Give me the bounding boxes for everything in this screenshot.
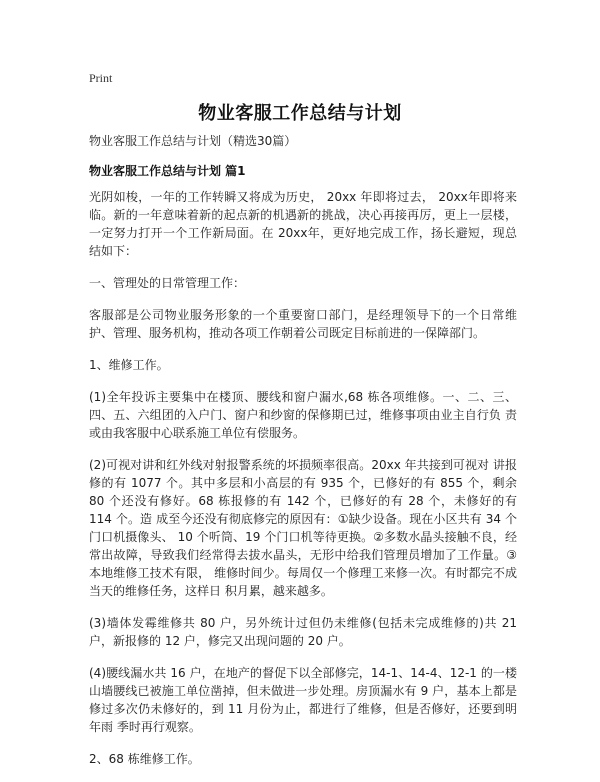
heading-maintenance: 1、维修工作。 <box>89 358 169 372</box>
section-heading: 物业客服工作总结与计划 篇1 <box>89 164 246 178</box>
paragraph-intro: 光阴如梭，一年的工作转瞬又将成为历史， 20xx 年即将过去， 20xx年即将来临。新的一年意味着新的起点新的机遇新的挑战，决心再接再厉，更上一层楼，一定努力打开一个工作新局面。在 20xx年，更好地完成工作，扬长避短，现总结如下： <box>89 190 517 258</box>
paragraph-intercom: (2)可视对讲和红外线对射报警系统的坏损频率很高。20xx 年共接到可视对 讲报修的有 1077 个。其中多层和小高层的有 935 个，已修好的有 855 个，剩余 80 个还没有修好。68 栋报修的有 142 个，已修好的有 28 个，未修好的有 114 个。造 成至今还没有彻底修完的原因有：①缺少设备。现在小区共有 34 个门口机摄像头、 10 个听筒、19 个门口机等待更换。②多数水晶头接触不良，经常出故障，导致我们经常得去拔水晶头，无形中给我们管理员增加了工作量。③本地维修工技术有限， 维修时间少。每周仅一个修理工来修一次。有时都完不成当天的维修任务，这样日 积月累，越来越多。 <box>89 458 517 598</box>
paragraph-leaks: (4)腰线漏水共 16 户，在地产的督促下以全部修完，14-1、14-4、12-1 的一楼山墙腰线已被施工单位凿掉，但未做进一步处理。房顶漏水有 9 户，基本上都是 修过多次仍未修好的，到 11 月份为止，都进行了维修，但是否修好，还要到明年雨 季时再行观察。 <box>89 666 517 734</box>
document-body <box>89 132 517 782</box>
paragraph-mold: (3)墙体发霉维修共 80 户，另外统计过但仍未维修(包括未完成维修的)共 21 户，新报修的 12 户，修完又出现问题的 20 户。 <box>89 616 517 648</box>
document-subtitle: 物业客服工作总结与计划（精选30篇） <box>89 134 297 148</box>
heading-daily-management: 一、管理处的日常管理工作： <box>89 276 246 290</box>
document-title: 物业客服工作总结与计划 <box>198 103 402 124</box>
print-label: Print <box>89 71 113 85</box>
paragraph-complaints: (1)全年投诉主要集中在楼顶、腰线和窗户漏水,68 栋各项维修。一、二、三、四、五、六组团的入户门、窗户和纱窗的保修期已过，维修事项由业主自行负 责或由我客服中心联系施工单位有偿服务。 <box>89 390 517 440</box>
paragraph-service-dept: 客服部是公司物业服务形象的一个重要窗口部门，是经理领导下的一个日常维 护、管理、服务机构，推动各项工作朝着公司既定目标前进的一保障部门。 <box>89 308 517 340</box>
heading-building-68: 2、68 栋维修工作。 <box>89 752 200 766</box>
